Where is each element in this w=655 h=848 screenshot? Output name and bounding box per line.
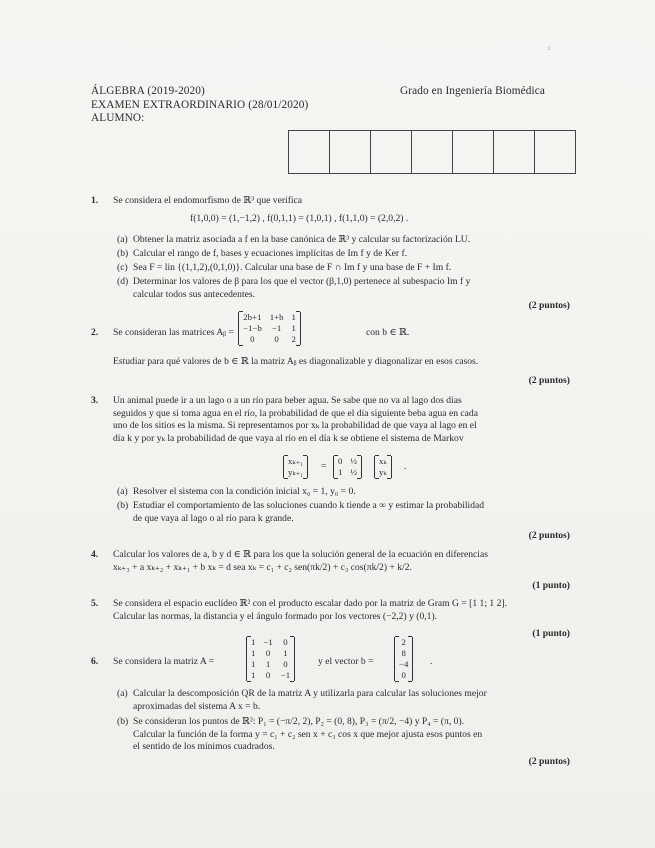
problem-6-part-a: (a) Calcular la descomposición QR de la matriz A y utilizarla para calcular las soluciones mejor aproximadas del sistema A x = b. — [117, 688, 487, 712]
exam-title: EXAMEN EXTRAORDINARIO (28/01/2020) — [91, 98, 309, 111]
problem-3-text: Un animal puede ir a un lago o a un río para beber agua. Se sabe que no va al lago dos días seguidos y que si toma agua en el río, la probabilidad de que el día siguiente beba agua en cada uno de los sitios es la misma. Si representamos por xₖ la probabilidad de que vaya al lago en el día k y por yₖ la probabilidad de que vaya al río en el día k se obtiene el sistema de Markov — [113, 395, 478, 444]
problem-6-intro: Se considera la matriz A = — [113, 656, 215, 667]
grade-grid — [289, 130, 576, 174]
problem-4-points: (1 punto) — [532, 580, 570, 591]
problem-2-number: 2. — [91, 327, 99, 338]
matrix-Ab: 2b+1 1+b 1 −1−b −1 1 0 0 2 — [238, 312, 301, 345]
problem-2-points: (2 puntos) — [528, 375, 570, 386]
problem-6-number: 6. — [91, 656, 99, 667]
grade-cell[interactable] — [493, 130, 535, 174]
markov-matrix: 0 ½ 1 ½ — [333, 456, 362, 478]
problem-1-equation: f(1,0,0) = (1,−1,2) , f(0,1,1) = (1,0,1) , f(1,1,0) = (2,0,2) . — [190, 213, 409, 224]
exam-header — [91, 85, 308, 126]
problem-6-points: (2 puntos) — [528, 756, 570, 767]
grade-cell[interactable] — [452, 130, 494, 174]
matrix-A: 1 −1 0 1 0 1 1 1 0 1 0 −1 — [246, 637, 295, 681]
student-label: ALUMNO: — [91, 112, 145, 125]
problem-1-part-b: (b) Calcular el rango de f, bases y ecuaciones implícitas de Im f y de Ker f. — [117, 248, 408, 259]
problem-1-intro: Se considera el endomorfismo de ℝ³ que verifica — [113, 195, 303, 206]
problem-1-part-d: (d) Determinar los valores de β para los que el vector (β,1,0) pertenece al subespacio Im f y calcular todos sus antecedentes. — [117, 276, 471, 300]
problem-2-condition: con b ∈ ℝ. — [366, 327, 410, 338]
problem-1-part-c: (c) Sea F = lin {(1,1,2),(0,1,0)}. Calcular una base de F ∩ Im f y una base de F + Im f. — [117, 262, 452, 273]
problem-2-intro: Se consideran las matrices Aᵦ = — [113, 327, 234, 338]
grade-cell[interactable] — [288, 130, 330, 174]
problem-6-period: . — [430, 656, 433, 667]
grade-cell[interactable] — [534, 130, 576, 174]
problem-3-part-b: (b) Estudiar el comportamiento de las soluciones cuando k tiende a ∞ y estimar la probabilidad de que vaya al lago o al río para k grande. — [117, 500, 485, 524]
markov-lhs-vector: xₖ₊₁ yₖ₊₁ — [283, 456, 308, 478]
problem-3-points: (2 puntos) — [528, 530, 570, 541]
grade-cell[interactable] — [411, 130, 453, 174]
problem-2-task: Estudiar para qué valores de b ∈ ℝ la matriz Aᵦ es diagonalizable y diagonalizar en esos casos. — [113, 356, 479, 367]
problem-4-number: 4. — [91, 549, 99, 560]
markov-period: . — [404, 461, 407, 472]
problem-3-number: 3. — [91, 395, 99, 406]
markov-equals: = — [321, 461, 327, 472]
problem-1-part-a: (a) Obtener la matriz asociada a f en la base canónica de ℝ³ y calcular su factorización LU. — [117, 234, 471, 245]
problem-5-text: Se considera el espacio euclídeo ℝ² con el producto escalar dado por la matriz de Gram G = [1 1; 1 2]. Calcular las normas, la distancia y el ángulo formado por los vectores (−2,2) y (0,1). — [113, 598, 508, 622]
problem-3-part-a: (a) Resolver el sistema con la condición inicial x₀ = 1, y₀ = 0. — [117, 486, 356, 497]
problem-5-points: (1 punto) — [532, 628, 570, 639]
markov-rhs-vector: xₖ yₖ — [374, 456, 392, 478]
page-corner-mark: c — [548, 44, 552, 52]
problem-4-text: Calcular los valores de a, b y d ∈ ℝ para los que la solución general de la ecuación en diferencias xₖ₊₃ + a xₖ₊₂ + xₖ₊₁ + b xₖ = d sea xₖ = c₁ + c₂ sen(πk/2) + c₃ cos(πk/2) + k/2. — [113, 549, 488, 573]
problem-5-number: 5. — [91, 598, 99, 609]
grade-cell[interactable] — [370, 130, 412, 174]
grade-cell[interactable] — [329, 130, 371, 174]
problem-1-points: (2 puntos) — [528, 300, 570, 311]
degree-title: Grado en Ingeniería Biomédica — [400, 85, 545, 97]
problem-1-number: 1. — [91, 195, 99, 206]
problem-6-part-b: (b) Se consideran los puntos de ℝ²: P₁ = (−π/2, 2), P₂ = (0, 8), P₃ = (π/2, −4) y P₄ = (π, 0). Calcular la función de la forma y = c₁ + c₂ sen x + c₃ cos x que mejor ajusta esos puntos en el sentido de los mínimos cuadrados. — [117, 716, 483, 753]
course-title: ÁLGEBRA (2019-2020) — [91, 85, 205, 97]
vector-b: 2 8 −4 0 — [394, 637, 413, 681]
problem-6-vector-label: y el vector b = — [318, 656, 374, 667]
